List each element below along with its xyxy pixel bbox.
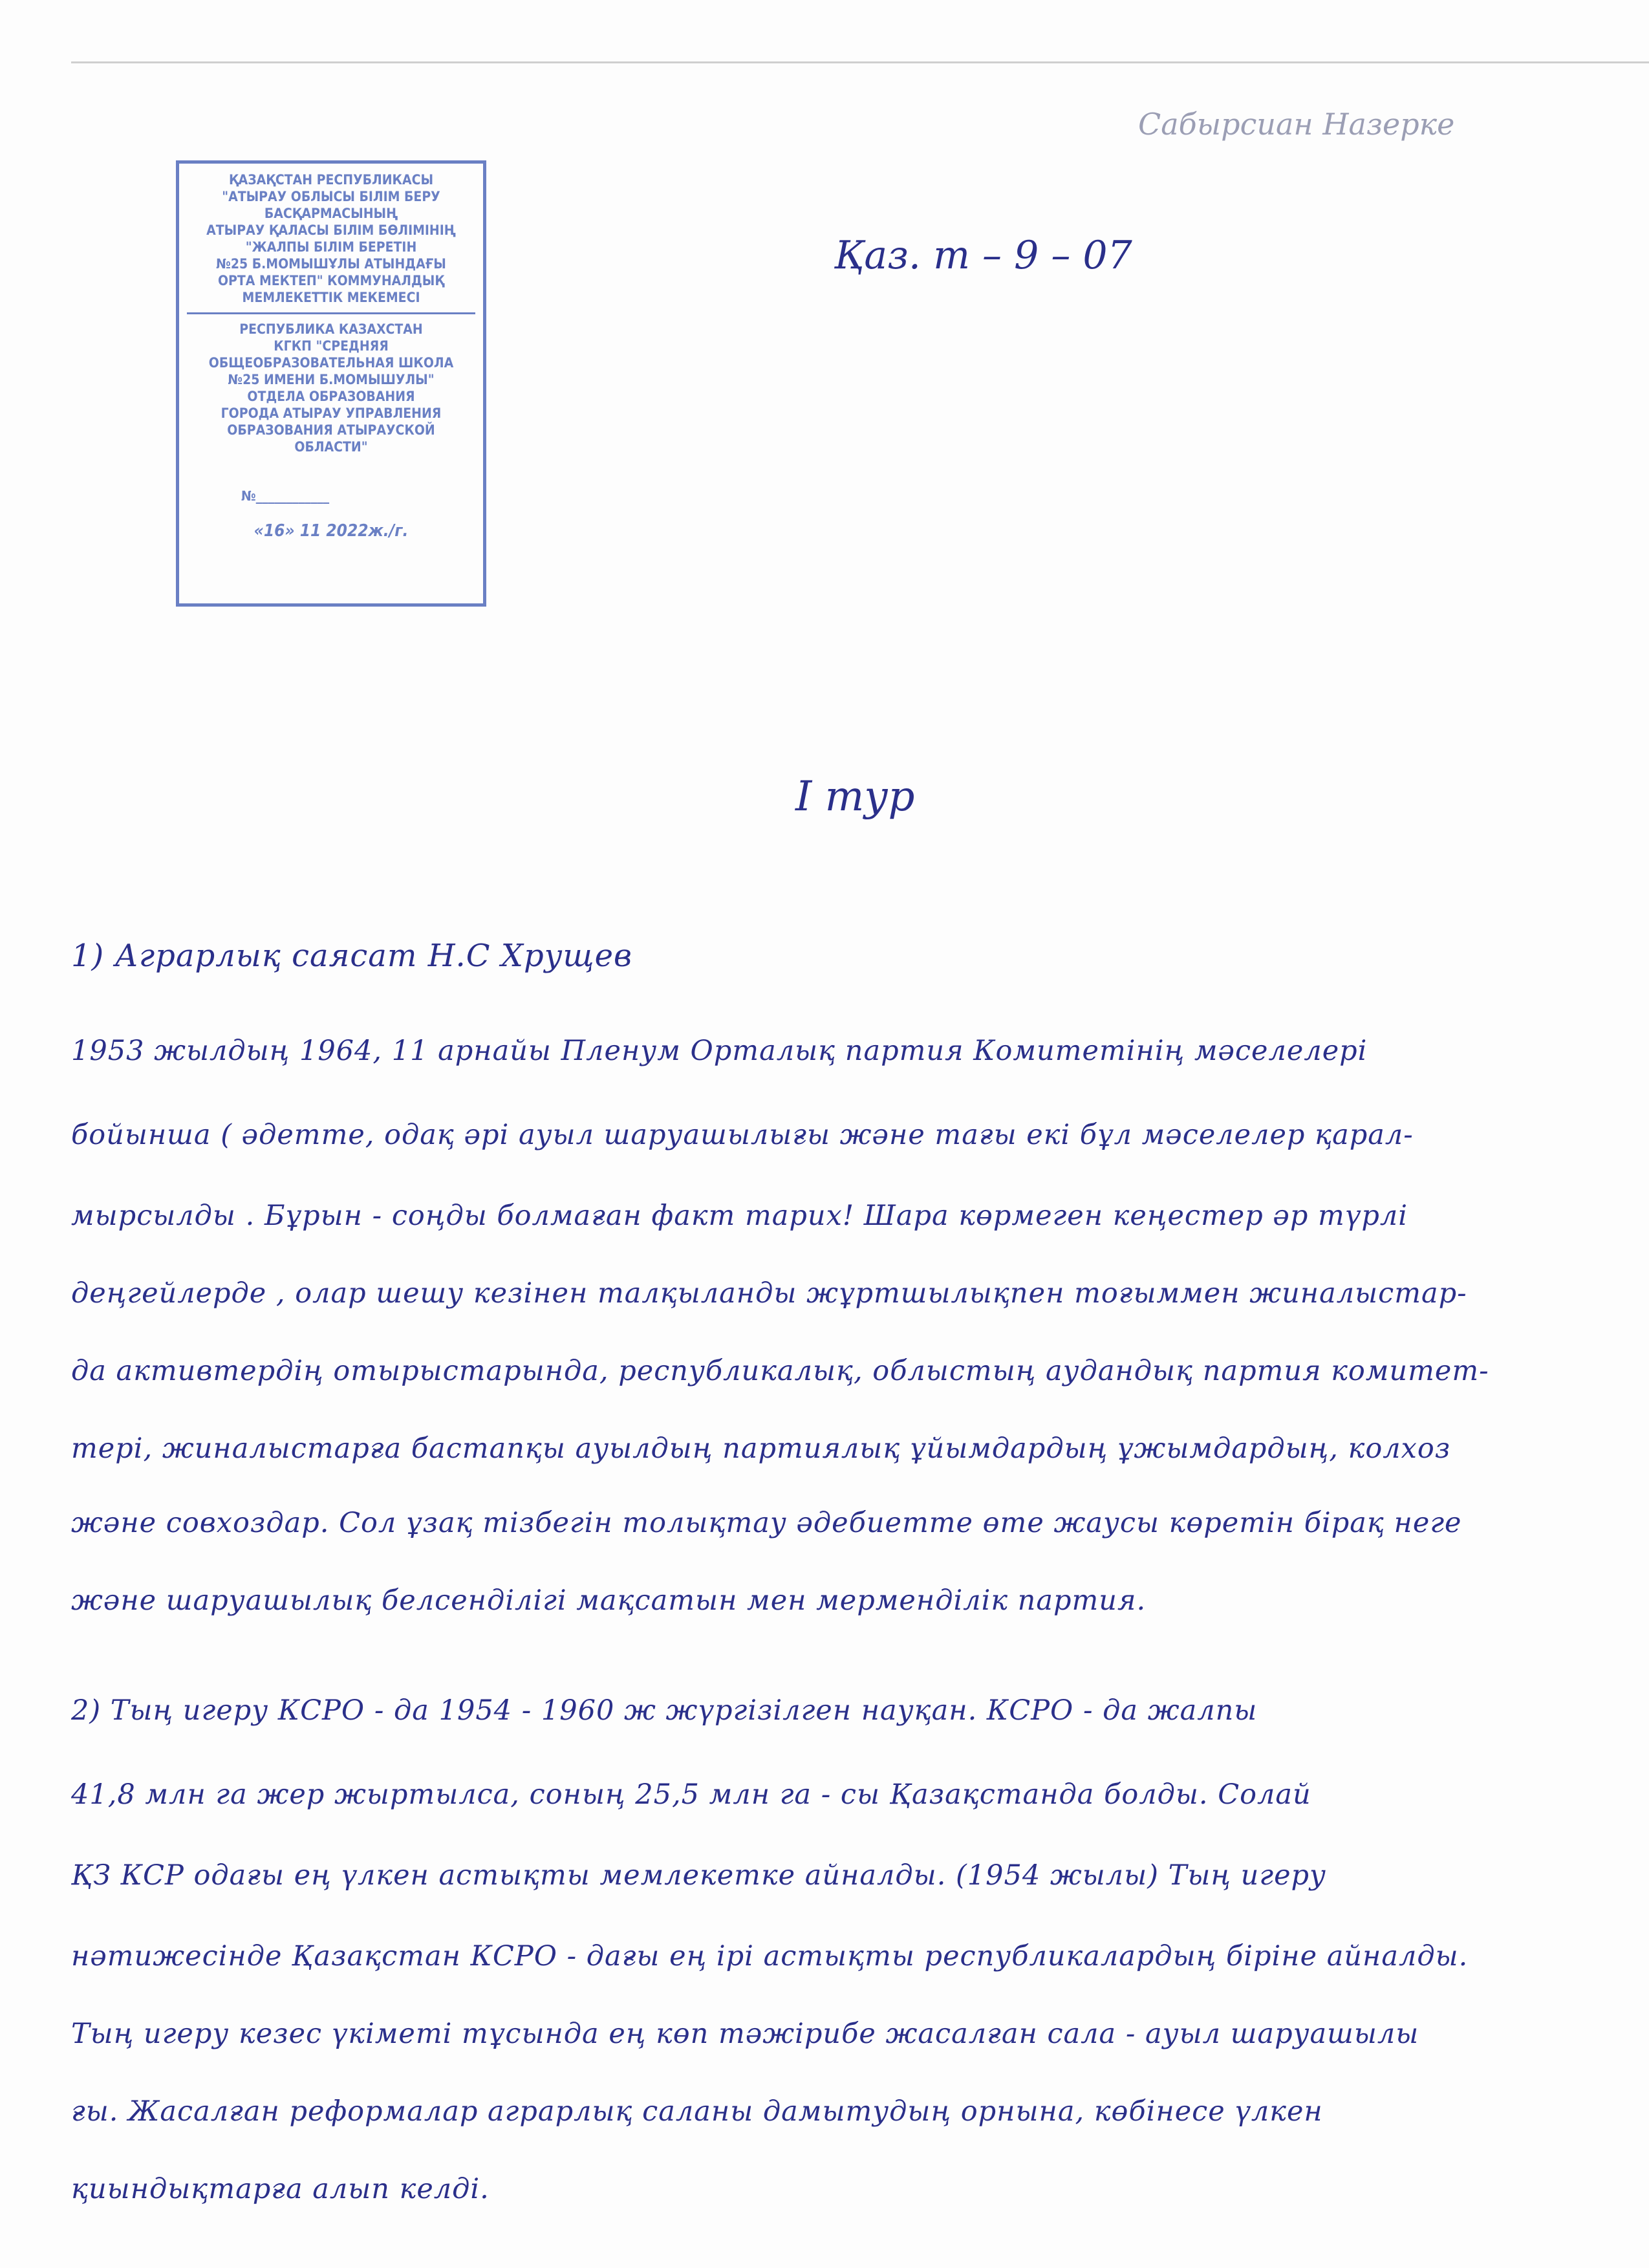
author-note: Сабырсиан Назерке bbox=[1138, 107, 1455, 142]
stamp-line: ОРТА МЕКТЕП" КОММУНАЛДЫҚ bbox=[217, 273, 445, 288]
school-stamp bbox=[176, 160, 486, 607]
section1-line: 1953 жылдың 1964, 11 арнайы Пленум Орталық партия Комитетінің мәселелері bbox=[71, 1035, 1368, 1067]
section2-line: 41,8 млн га жер жыртылса, соның 25,5 млн га - сы Қазақстанда болды. Солай bbox=[71, 1778, 1311, 1811]
section1-line: бойынша ( әдетте, одақ әрі ауыл шаруашылығы және тағы екі бұл мәселелер қарал- bbox=[71, 1119, 1414, 1151]
section2-line: ғы. Жасалған реформалар аграрлық саланы дамытудың орнына, көбінесе үлкен bbox=[71, 2095, 1323, 2128]
stamp-line: ОБЩЕОБРАЗОВАТЕЛЬНАЯ ШКОЛА bbox=[208, 355, 454, 371]
section1-line: және совхоздар. Сол ұзақ тізбегін толықтау әдебиетте өте жаусы көретін бірақ неге bbox=[71, 1507, 1462, 1539]
tour-title: I тур bbox=[795, 773, 915, 821]
stamp-line: "ЖАЛПЫ БІЛІМ БЕРЕТІН bbox=[245, 239, 417, 255]
stamp-line: КГКП "СРЕДНЯЯ bbox=[274, 338, 389, 354]
stamp-line: МЕМЛЕКЕТТІК МЕКЕМЕСІ bbox=[242, 290, 420, 305]
stamp-line: "АТЫРАУ ОБЛЫСЫ БІЛІМ БЕРУ bbox=[222, 189, 440, 204]
stamp-line: ОБЛАСТИ" bbox=[294, 439, 368, 455]
section2-line: Тың игеру кезес үкіметі тұсында ең көп тәжірибе жасалған сала - ауыл шаруашылы bbox=[71, 2018, 1419, 2050]
stamp-divider bbox=[187, 312, 475, 314]
scan-top-edge bbox=[71, 61, 1649, 63]
stamp-line: №25 ИМЕНИ Б.МОМЫШУЛЫ" bbox=[228, 372, 435, 387]
document-code: Қаз. т – 9 – 07 bbox=[834, 233, 1132, 278]
section1-line: тері, жиналыстарға бастапқы ауылдың партиялық ұйымдардың ұжымдардың, колхоз bbox=[71, 1432, 1451, 1465]
stamp-line: РЕСПУБЛИКА КАЗАХСТАН bbox=[239, 321, 423, 337]
section1-heading: 1) Аграрлық саясат Н.С Хрущев bbox=[71, 938, 632, 974]
stamp-line: ҚАЗАҚСТАН РЕСПУБЛИКАСЫ bbox=[228, 172, 434, 188]
section1-line: және шаруашылық белсенділігі мақсатын мен мерменділік партия. bbox=[71, 1584, 1147, 1617]
stamp-line: №25 Б.МОМЫШҰЛЫ АТЫНДАҒЫ bbox=[216, 256, 446, 272]
section1-line: да активтердің отырыстарында, республикалық, облыстың аудандық партия комитет- bbox=[71, 1355, 1489, 1387]
stamp-line: ОБРАЗОВАНИЯ АТЫРАУСКОЙ bbox=[227, 422, 435, 438]
section2-line: 2) Тың игеру КСРО - да 1954 - 1960 ж жүргізілген науқан. КСРО - да жалпы bbox=[71, 1694, 1258, 1727]
stamp-number: №____________ bbox=[241, 488, 330, 504]
section1-line: деңгейлерде , олар шешу кезінен талқыланды жұртшылықпен тоғыммен жиналыстар- bbox=[71, 1277, 1467, 1310]
section2-line: нәтижесінде Қазақстан КСРО - дағы ең ірі астықты республикалардың біріне айналды. bbox=[71, 1940, 1469, 1972]
section2-line: ҚЗ КСР одағы ең үлкен астықты мемлекетке айналды. (1954 жылы) Тың игеру bbox=[71, 1859, 1326, 1892]
stamp-date: «16» 11 2022ж./г. bbox=[253, 521, 409, 541]
section1-line: мырсылды . Бұрын - соңды болмаған факт тарих! Шара көрмеген кеңестер әр түрлі bbox=[71, 1200, 1408, 1232]
section2-line: қиындықтарға алып келді. bbox=[71, 2173, 490, 2205]
stamp-line: АТЫРАУ ҚАЛАСЫ БІЛІМ БӨЛІМІНІҢ bbox=[206, 222, 456, 238]
stamp-line: ГОРОДА АТЫРАУ УПРАВЛЕНИЯ bbox=[221, 405, 442, 421]
stamp-line: ОТДЕЛА ОБРАЗОВАНИЯ bbox=[247, 389, 415, 404]
stamp-line: БАСҚАРМАСЫНЫҢ bbox=[264, 206, 398, 221]
